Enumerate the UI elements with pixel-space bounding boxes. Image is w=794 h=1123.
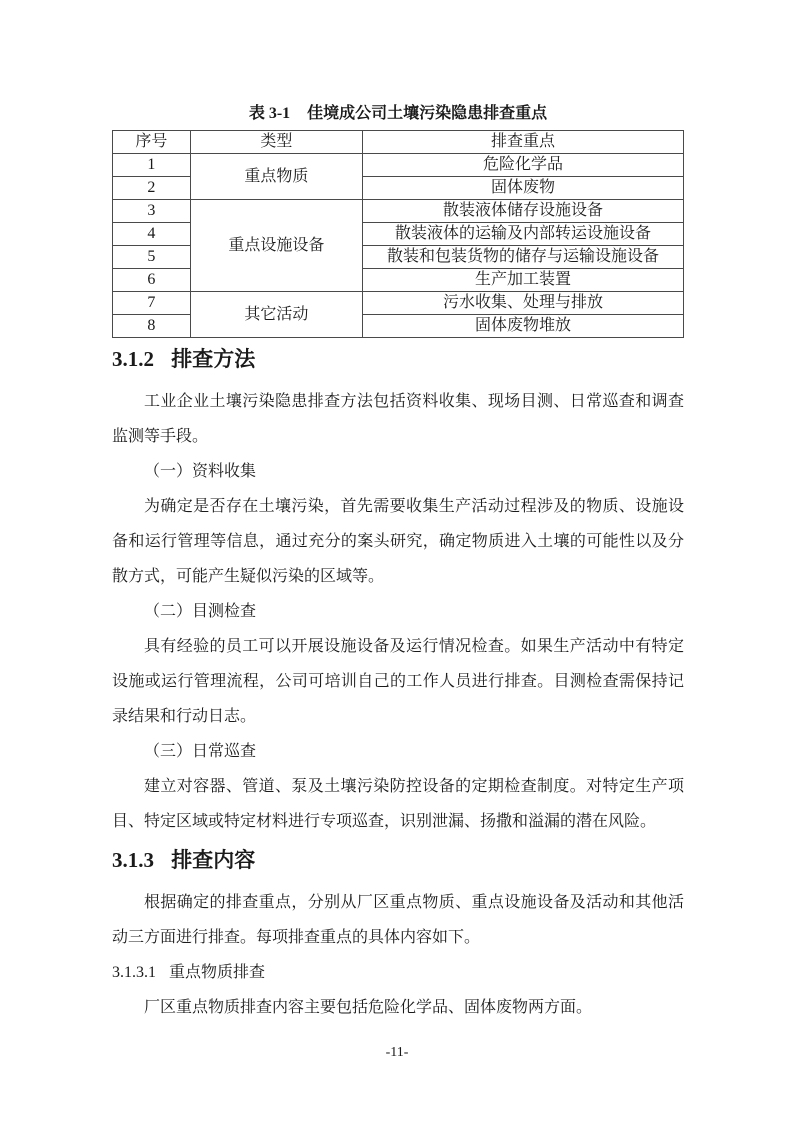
paragraph-s312-intro: 工业企业土壤污染隐患排查方法包括资料收集、现场目测、日常巡查和调查监测等手段。 [112, 393, 684, 445]
paragraph-s3131-intro: 厂区重点物质排查内容主要包括危险化学品、固体废物两方面。 [144, 999, 593, 1016]
section-heading-3-1-2 [112, 344, 684, 374]
section-title: 排查方法 [171, 347, 256, 371]
section-heading-3-1-3 [112, 845, 684, 875]
table-caption-label: 表 3-1 [248, 105, 291, 122]
paragraph-daily-patrol: 建立对容器、管道、泵及土壤污染防控设备的定期检查制度。对特定生产项目、特定区域或特定材料进行专项巡查，识别泄漏、扬撒和溢漏的潜在风险。 [112, 778, 684, 830]
paragraph-s313-intro: 根据确定的排查重点，分别从厂区重点物质、重点设施设备及活动和其他活动三方面进行排查。每项排查重点的具体内容如下。 [112, 894, 684, 946]
inspection-key-points-table [112, 130, 684, 338]
cell-item: 固体废物 [363, 177, 684, 200]
cell-type: 重点设施设备 [190, 200, 362, 292]
column-header-focus: 排查重点 [363, 131, 684, 154]
cell-type: 其它活动 [190, 292, 362, 338]
table-caption-title: 佳境成公司土壤污染隐患排查重点 [307, 105, 548, 122]
section-number: 3.1.3 [112, 848, 154, 872]
column-header-no: 序号 [113, 131, 191, 154]
table-row [113, 154, 684, 177]
cell-no: 6 [113, 269, 191, 292]
cell-no: 1 [113, 154, 191, 177]
section-title: 排查内容 [171, 848, 256, 872]
section-title: 重点物质排查 [169, 964, 266, 981]
cell-item: 散装和包装货物的储存与运输设施设备 [363, 246, 684, 269]
cell-item: 生产加工装置 [363, 269, 684, 292]
paragraph-visual-inspection: 具有经验的员工可以开展设施设备及运行情况检查。如果生产活动中有特定设施或运行管理流程，公司可培训自己的工作人员进行排查。目测检查需保持记录结果和行动日志。 [112, 638, 684, 725]
cell-no: 4 [113, 223, 191, 246]
page-number: -11- [385, 1045, 409, 1060]
cell-item: 污水收集、处理与排放 [363, 292, 684, 315]
paragraph-data-collection: 为确定是否存在土壤污染，首先需要收集生产活动过程涉及的物质、设施设备和运行管理等信息，通过充分的案头研究，确定物质进入土壤的可能性以及分散方式，可能产生疑似污染的区域等。 [112, 498, 684, 585]
table-header-row [113, 131, 684, 154]
cell-item: 危险化学品 [363, 154, 684, 177]
section-number: 3.1.3.1 [112, 964, 156, 981]
table-row [113, 292, 684, 315]
list-item-label: （三）日常巡查 [144, 743, 257, 760]
column-header-type: 类型 [190, 131, 362, 154]
cell-item: 固体废物堆放 [363, 315, 684, 338]
table-caption [112, 103, 684, 125]
cell-type: 重点物质 [190, 154, 362, 200]
cell-item: 散装液体储存设施设备 [363, 200, 684, 223]
cell-item: 散装液体的运输及内部转运设施设备 [363, 223, 684, 246]
cell-no: 7 [113, 292, 191, 315]
cell-no: 3 [113, 200, 191, 223]
section-heading-3-1-3-1 [112, 955, 684, 990]
cell-no: 5 [113, 246, 191, 269]
cell-no: 2 [113, 177, 191, 200]
cell-no: 8 [113, 315, 191, 338]
page-content [112, 103, 684, 1025]
section-number: 3.1.2 [112, 347, 154, 371]
list-item-label: （一）资料收集 [144, 463, 257, 480]
table-row [113, 200, 684, 223]
list-item-label: （二）目测检查 [144, 603, 257, 620]
